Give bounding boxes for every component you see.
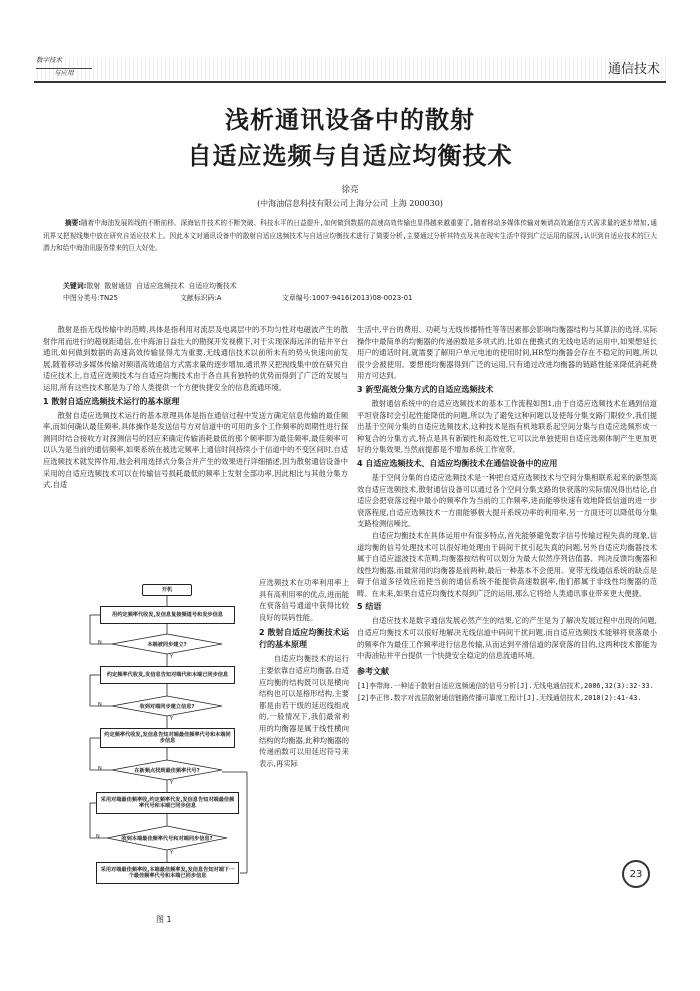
flow-no-4: N	[96, 834, 100, 840]
keywords	[63, 280, 237, 292]
paragraph-4a: 基于空间分集的自适应选频技术是一种把自适应选频技术与空间分集相联系起来的新型高效自适应选频技术,散射通信设备可以通过各个空间分集支路的快衰落的实际情况得出结论,自适应会把衰落过程中最小的频率作为当前的工作频率,进而能够快速有效地降低信道的进一步衰落程度,自适应选频技术一方面能够极大提升系统功率的利用率,另一方面还可以降低每分集支路检测信噪比。	[357, 472, 657, 529]
title-line2: 自适应选频与自适应均衡技术	[187, 142, 513, 170]
header-rule	[34, 81, 666, 83]
flow-no-2: N	[98, 702, 102, 708]
intro-paragraph: 散射是指无线传输中的范畴,具体是指利用对流层及电离层中的不均匀性对电磁波产生的散射作用而进行的超视距通信,在中海油日益壮大的勘探开发视模下,对于实现深海远洋的钻井平台通讯,如何做到数据的高速高效传输显得尤为重要,无线通信技术以前所未有的势头快速向前发展,随着移动多媒体传输对频谱高效通信方式需求量的逐步增加,通讯界又把视线集中放在研究自适应技术上,自适应选频技术与自适应均衡技术由于各自具有独特的优势而得到了广泛的发展与运用,所有这些技术都是为了给人类提供一个方便快捷安全的信息流通环境。	[43, 325, 348, 392]
flow-step-1: 用约定频率代收发,发信息复接频道号和发步信息	[100, 606, 235, 624]
doc-code: 文献标识码:A	[180, 294, 222, 302]
clc-code: 中图分类号:TN25	[63, 294, 118, 302]
left-column-wrap	[259, 577, 349, 769]
paragraph-5: 自适应技术是数字通信发展必然产生的结果,它的产生是为了解决发展过程中出现的问题,自适应均衡技术可以很好地解决无线信道中码间干扰问题,而自适应选频技术能够将衰落最小的频率作为最佳工作频率进行信息传输,从而达到平滑信道的深衰落的目的,这两种技术都能为中海油钻井平台提供一个快捷安全稳定的信息流通环境。	[357, 616, 657, 661]
flow-yes-1: Y	[170, 654, 174, 660]
abstract	[43, 217, 657, 255]
references-title: 参考文献	[357, 666, 389, 676]
logo-line1: 数字技术	[36, 56, 62, 64]
wrap-paragraph: 应选频技术在功率利用率上具有高利用率的优点,进而能在衰落信号通道中获得比较良好的误码性能。	[259, 578, 349, 622]
flow-no-3: N	[98, 766, 102, 772]
heading-2: 2 散射自适应均衡技术运行的基本原理	[259, 628, 349, 650]
reference-2: [2]李正伟.数字对流层散射通信链路传播可靠度工程计[J].无线通信技术,2010(2):41-43.	[357, 693, 642, 702]
flow-decision-2: 收到对端同步建立信息?	[139, 703, 195, 710]
flow-no-1: N	[98, 640, 102, 646]
flow-yes-4: Y	[170, 850, 174, 856]
flow-decision-4: 收到本端最佳频率代号和对端同步信息?	[121, 835, 213, 842]
figure-caption: 图 1	[156, 915, 172, 924]
section-label: 通信技术	[607, 62, 660, 77]
left-column-top	[43, 324, 348, 491]
flow-yes-3: Y	[170, 780, 174, 786]
paragraph-2: 自适应均衡技术的运行主要依靠自适应均衡器,自适应均衡的结构既可以是横向结构也可以是格形结构,主要都是由若干级的延迟线组成的,一般情况下,我们最常利用的均衡器是属于线性横向结构的均衡器,此种均衡器的传递函数可以用延迟符号来表示,再实际	[259, 654, 349, 768]
flow-step-4: 采用对端最佳频率收,约定频率代发,发信息告知对端最佳频率代号和本端已同步信息	[96, 792, 239, 814]
abstract-label: 摘要:	[65, 219, 81, 227]
logo-line2: 与应用	[54, 69, 74, 77]
flow-start: 开机	[142, 584, 192, 596]
paragraph-3: 散射通信系统中的自适应选频技术的基本工作流程如图1,由于自适应选频技术在遇到信道平坦衰落时会引起性能降低的问题,所以为了避免这种问题以及使每分集支路门限较少,我们提出基于空间分集的自适应选频技术,这种技术是指有机地联系起空间分集与自适应选频形成一种复合的分集方式,特点是具有新颖性和高效性,它可以比单独使用自适应选频体制产生更加更好的分集效果,当然前提都是不增加系统工作宽带。	[357, 398, 657, 455]
title-line1: 浅析通讯设备中的散射	[225, 106, 475, 134]
heading-1: 1 散射自适应选频技术运行的基本原理	[43, 396, 180, 406]
flow-decision-3: 在新频点找到最佳频率代号?	[134, 767, 200, 774]
page-number: 23	[622, 860, 650, 888]
journal-logo	[36, 54, 96, 84]
paragraph-continued: 生活中,平台的费用、功耗与无线传播特性等等因素都会影响均衡器结构与其算法的选择,实际操作中最简单的均衡器的传递函数是多项式的,比如在便携式的无线电话的运用中,如果想延长用户的通话时间,就需要了解用户单元电池的使用时间,HR型均衡器会存在不稳定的问题,所以很少会被使用。要想使均衡器得到广泛的运用,只有通过改进均衡器的链路性能来降低消耗费用方可达到。	[357, 325, 657, 381]
abstract-text: 随着中海油发展阵线的不断前移、深海钻井技术的不断突破、科技水平的日益提升,如何做到数据的高速高效传输也显得越来越重要了,随着移动多媒体传输对频谱高效通信方式需求量的逐步增加,通讯界又把视线集中放在研究自适应技术上。因此本文对通讯设备中的散射自适应选频技术与自适应均衡技术进行了简要分析,主要通过分析其特点及其在现实生活中得到广泛运用的原因,认识到自适应技术的巨大潜力和给中海油讯服务带来的巨大好处。	[43, 219, 657, 253]
keywords-text: 散射 散射通信 自适应选频技术 自适应均衡技术	[86, 282, 237, 290]
paragraph-4b: 自适应均衡技术在具体运用中有很多特点,首先能够避免数字信号传输过程失真的现象,信道均衡的信号处理技术可以很好地处理由于码间干扰引起失真的问题,另外自适应均衡器技术属于自适应滤波技术范畴,均衡器按结构可以划分为最大似然序列估值器、判决反馈均衡器和线性均衡器,而最常用的均衡器是前两种,最后一种基本不会使用。宽带无线通信系统的缺点是碍于信道多径效应而使当前的通信系统不能提供高速数据率,他们都属于非线性均衡器的范畴。在未来,如果自适应均衡技术得到广泛的运用,那么它将给人类通讯事业带来更大便捷。	[357, 530, 657, 598]
header-stripe	[34, 58, 666, 80]
keywords-label: 关键词:	[63, 282, 87, 290]
flow-yes-2: Y	[170, 716, 174, 722]
author-name: 徐亮	[341, 185, 359, 195]
flow-step-5: 采用对端最佳频率收,本端最佳频率发,发信息告知对端下一个最佳频率代号和本端已同步信息	[96, 862, 239, 884]
reference-1: [1]李带海.一种适于散射自适应选频通信的信号分析[J].无线电通信技术,2006,32(3):32-33.	[357, 681, 654, 690]
article-number: 文章编号:1007-9416(2013)08-0023-01	[282, 294, 413, 302]
heading-3: 3 新型高效分集方式的自适应选频技术	[357, 384, 494, 394]
flow-decision-1: 本端被同步建立?	[147, 641, 187, 648]
right-column	[357, 324, 657, 704]
flow-step-2: 约定频率代收发,发信息告知对端代和本端已同步信息	[100, 666, 235, 684]
heading-4: 4 自适应选频技术、自适应均衡技术在通信设备中的应用	[357, 458, 558, 468]
heading-5: 5 结语	[357, 602, 382, 612]
logo-divider	[36, 68, 92, 69]
paragraph-1: 散射自适应选频技术运行的基本原理具体是指在通信过程中发送方确定信息传输的最佳频率,而如何确认最佳频率,具体操作是发送信号方对信道中的可用的多个工作频率的周期性进行探测同时结合接收方对探测信号的回应来确定传输消耗最低的那个频率即为最佳频率,最佳频率可以认为是当前的通信频率,如果系统在被选定频率上通信时间持续小于信道中的不变区间时,自适应选频技术就发挥作用,他会利用选择式分集合并产生的效果进行详细描述,因为散射通信设备中采用的自适应选频技术可以在传输信号损耗最低的频率上发射全部功率,因此相比与其他分集方式,自适	[43, 410, 348, 490]
author-affiliation: (中海油信息科技有限公司上海分公司 上海 200030)	[257, 199, 443, 208]
flow-step-3: 约定频率代收发,发信息告知对端最佳频率代号和本端同步信息	[100, 728, 235, 748]
